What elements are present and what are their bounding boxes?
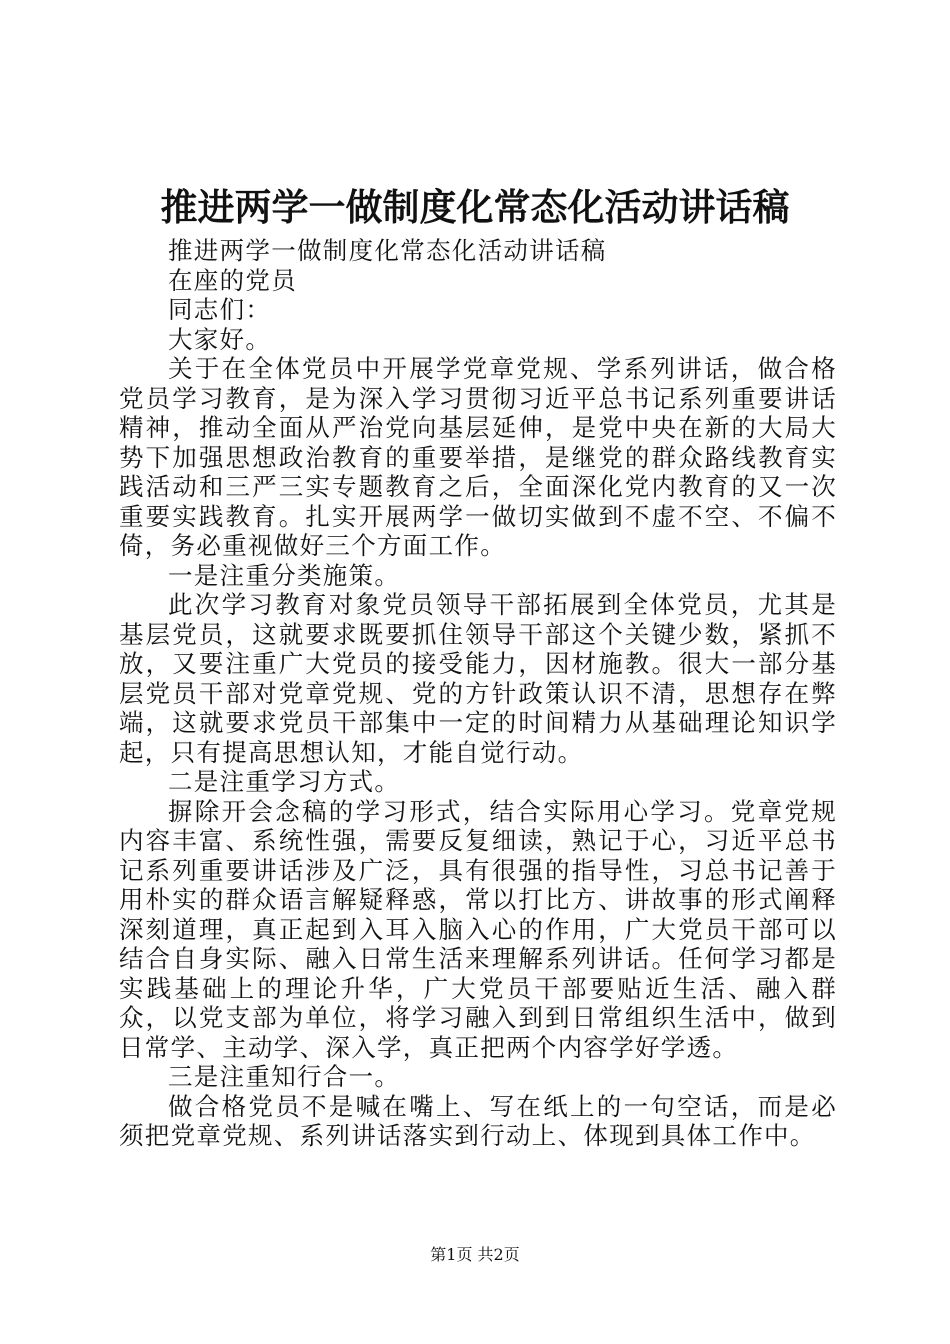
section-heading-3: 三是注重知行合一。 — [168, 1062, 401, 1091]
paragraph-subtitle: 推进两学一做制度化常态化活动讲话稿 — [168, 236, 607, 265]
paragraph-greeting: 大家好。 — [168, 324, 272, 354]
document-body — [119, 236, 837, 1151]
paragraph-salutation: 同志们： — [168, 295, 272, 324]
paragraph-section-1: 此次学习教育对象党员领导干部拓展到全体党员，尤其是基层党员，这就要求既要抓住领导干部这个关键少数，紧抓不放，又要注重广大党员的接受能力，因材施教。很大一部分基层党员干部对党章党规、党的方针政策认识不清，思想存在弊端，这就要求党员干部集中一定的时间精力从基础理论知识学起，只有提高思想认知，才能自觉行动。 — [119, 590, 837, 767]
paragraph-addressee: 在座的党员 — [168, 265, 297, 295]
document-title: 推进两学一做制度化常态化活动讲话稿 — [160, 186, 790, 229]
paragraph-intro: 关于在全体党员中开展学党章党规、学系列讲话，做合格党员学习教育，是为深入学习贯彻习近平总书记系列重要讲话精神，推动全面从严治党向基层延伸，是党中央在新的大局大势下加强思想政治教育的重要举措，是继党的群众路线教育实践活动和三严三实专题教育之后，全面深化党内教育的又一次重要实践教育。扎实开展两学一做切实做到不虚不空、不偏不倚，务必重视做好三个方面工作。 — [119, 354, 837, 560]
paragraph-section-2: 摒除开会念稿的学习形式，结合实际用心学习。党章党规内容丰富、系统性强，需要反复细读，熟记于心，习近平总书记系列重要讲话涉及广泛，具有很强的指导性，习总书记善于用朴实的群众语言解疑释惑，常以打比方、讲故事的形式阐释深刻道理，真正起到入耳入脑入心的作用，广大党员干部可以结合自身实际、融入日常生活来理解系列讲话。任何学习都是实践基础上的理论升华，广大党员干部要贴近生活、融入群众，以党支部为单位，将学习融入到到日常组织生活中，做到日常学、主动学、深入学，真正把两个内容学好学透。 — [119, 796, 837, 1062]
paragraph-section-3: 做合格党员不是喊在嘴上、写在纸上的一句空话，而是必须把党章党规、系列讲话落实到行动上、体现到具体工作中。 — [119, 1091, 837, 1150]
section-heading-1: 一是注重分类施策。 — [168, 560, 401, 590]
page-number-footer: 第1页 共2页 — [430, 1245, 520, 1264]
section-heading-2: 二是注重学习方式。 — [168, 767, 401, 796]
